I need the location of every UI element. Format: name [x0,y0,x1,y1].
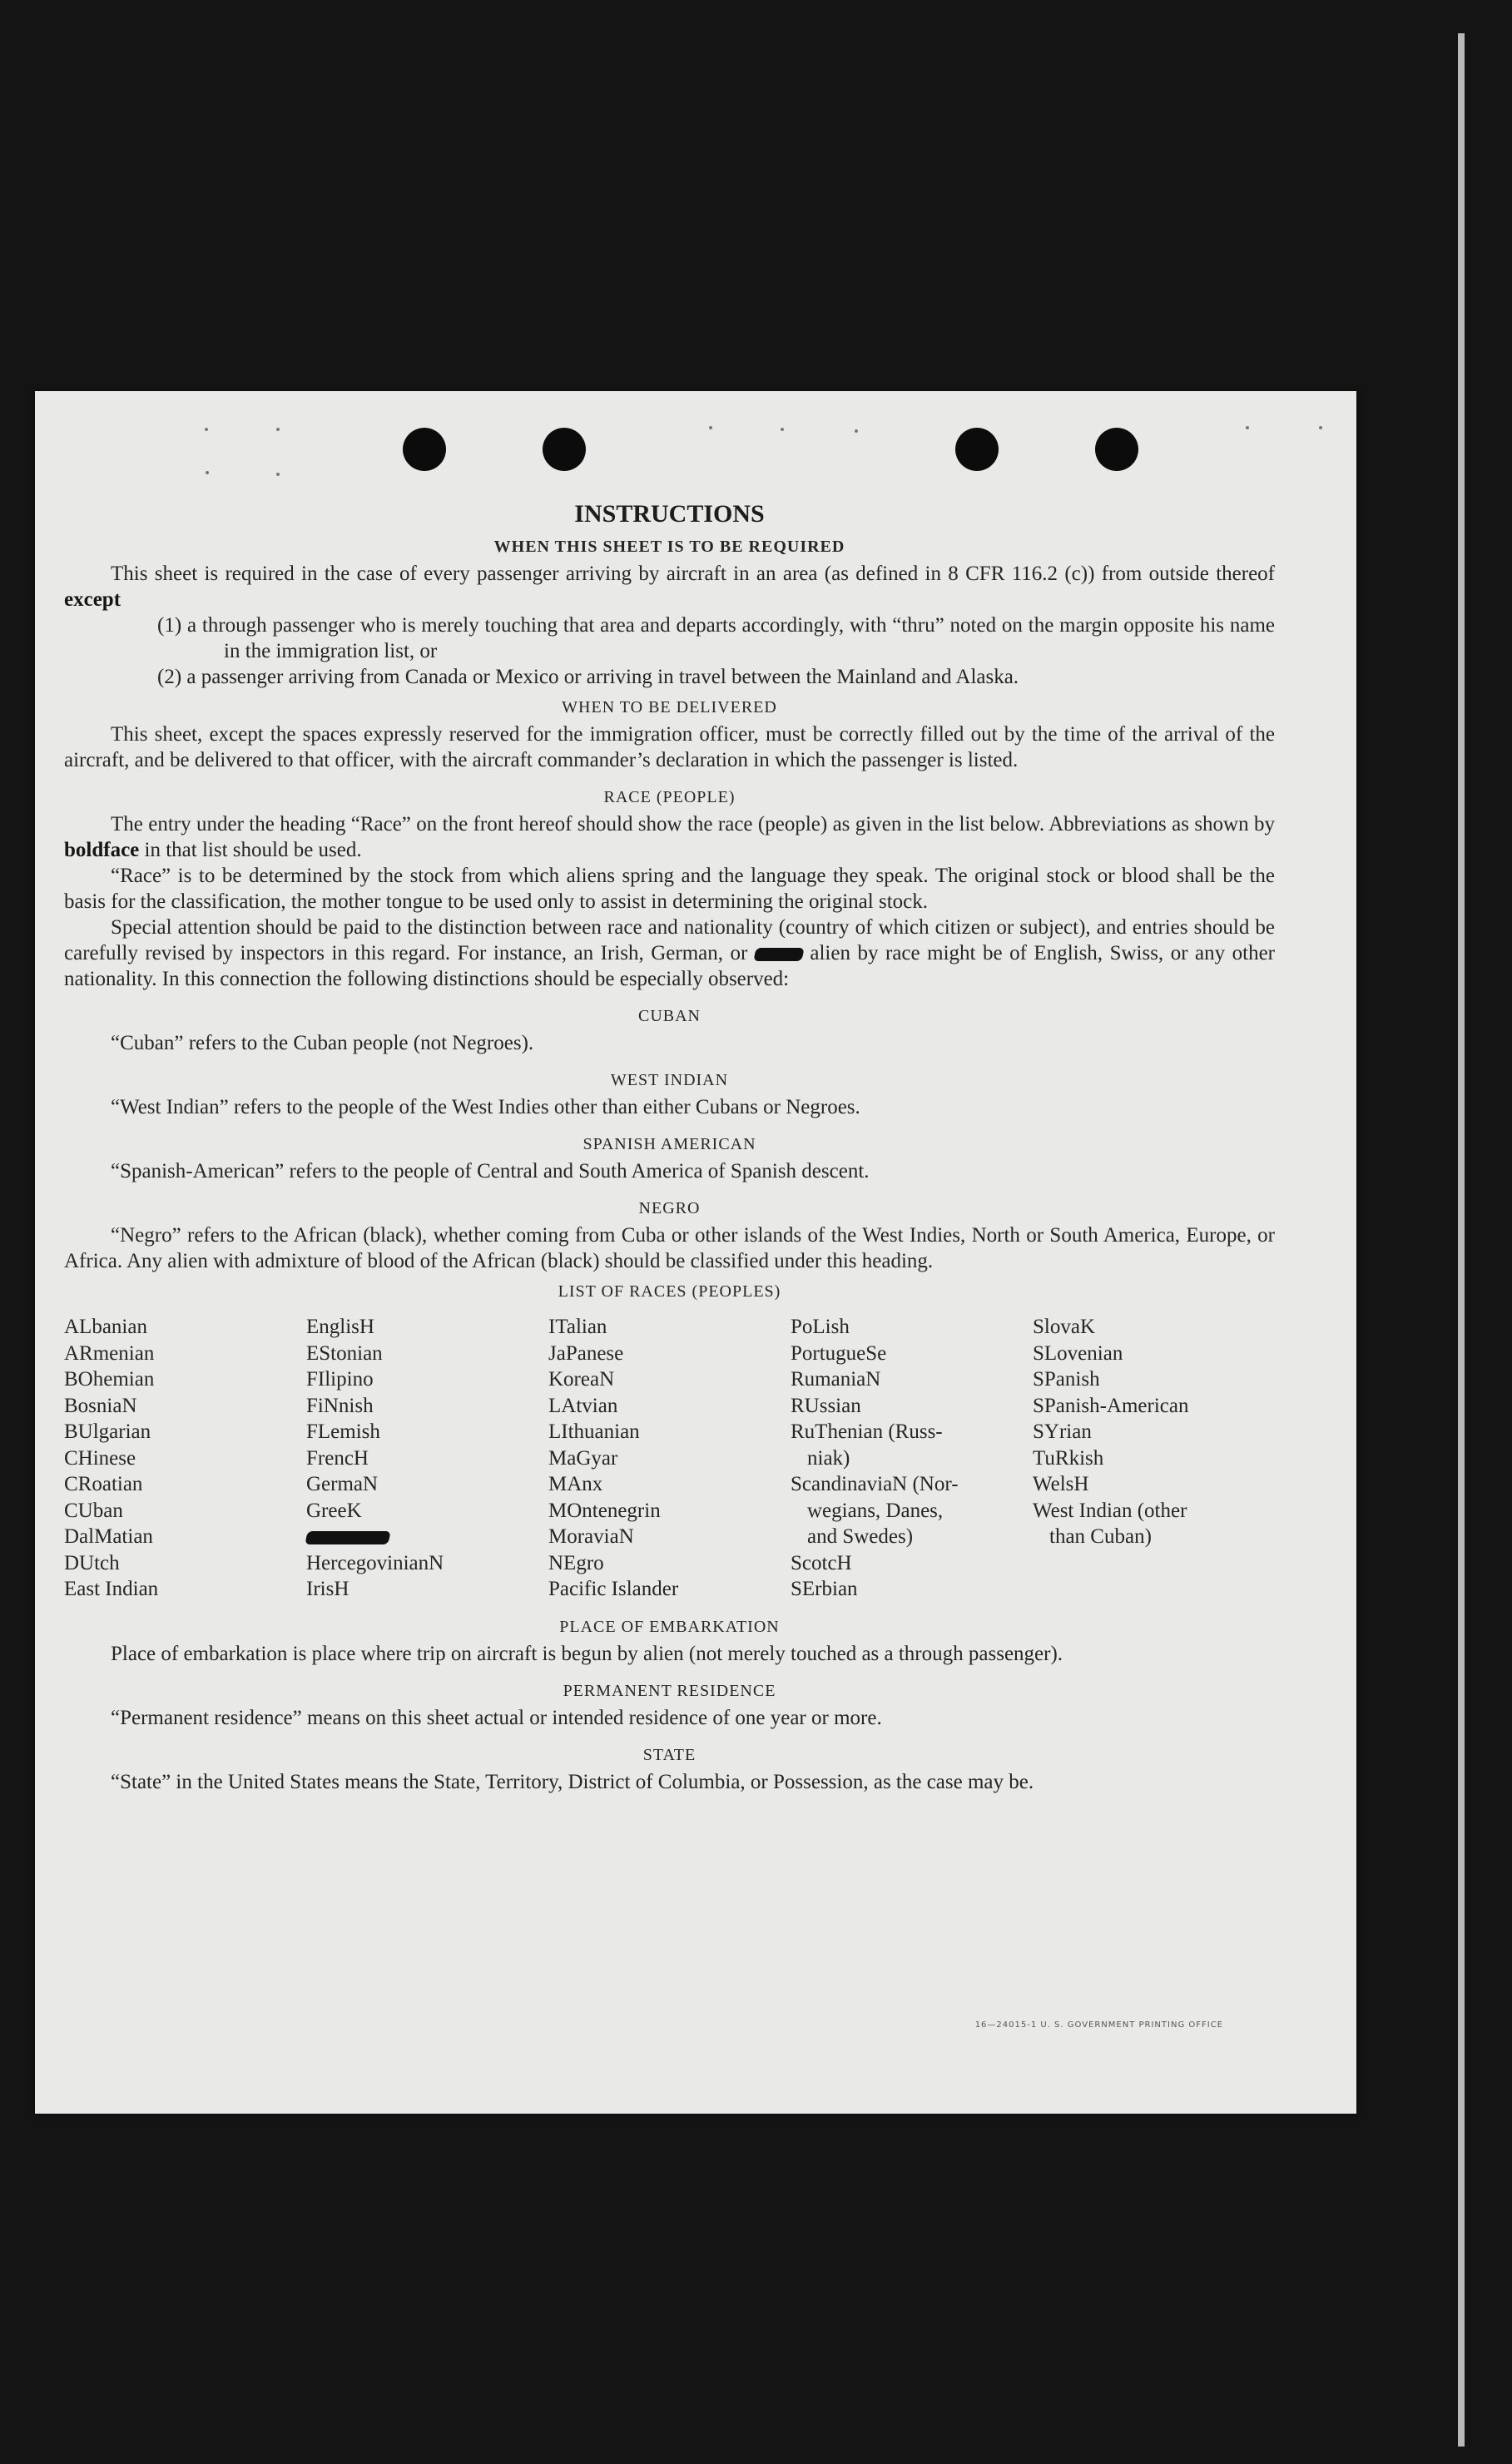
speck [709,426,712,429]
paragraph-place-of-embarkation: Place of embarkation is place where trip on aircraft is begun by alien (not merely touched as a through passenger). [111,1642,1063,1665]
list-item: PortugueSe [791,1341,887,1365]
section-heading-permanent-residence: PERMANENT RESIDENCE [563,1681,776,1700]
list-item: LAtvian [548,1394,618,1417]
speck [1319,426,1322,429]
speck [1246,426,1249,429]
paragraph-cuban: “Cuban” refers to the Cuban people (not Negroes). [111,1032,534,1054]
list-item: ITalian [548,1316,607,1338]
scanner-edge [1458,33,1465,2447]
races-column-3 [548,1314,791,1603]
list-item: FrencH [306,1446,369,1470]
races-column-2 [306,1314,548,1603]
list-item: TuRkish [1033,1446,1104,1470]
paragraph-state: “State” in the United States means the State, Territory, District of Columbia, or Possession, as the case may be. [111,1770,1034,1793]
paragraph-when-required: This sheet is required in the case of every passenger arriving by aircraft in an area (as defined in 8 CFR 116.2 (c)) from outside thereof except [64,563,1275,611]
list-item: GreeK [306,1499,362,1522]
section-heading-place-of-embarkation: PLACE OF EMBARKATION [559,1617,780,1636]
punch-hole-icon [403,428,446,471]
punch-hole-icon [543,428,586,471]
list-item: GermaN [306,1473,379,1495]
speck [205,428,208,431]
instructions-body [64,499,1275,1795]
instruction-sheet [35,391,1356,2114]
list-item: PoLish [791,1316,850,1338]
list-item: BUlgarian [64,1420,151,1443]
paragraph-spanish-american: “Spanish-American” refers to the people of Central and South America of Spanish descent. [111,1160,870,1182]
list-item: FLemish [306,1420,380,1443]
list-item: JaPanese [548,1341,624,1365]
punch-hole-icon [955,428,999,471]
list-item: FIlipino [306,1368,374,1391]
paragraph-race-3: Special attention should be paid to the distinction between race and nationality (country of which citizen or subject), and entries should be carefully revised by inspectors in this regard. For instance, an Irish, German, or alien by race might be of English, Swiss, or any other nationality. In this connection the following distinctions should be especially observed: [64,916,1276,990]
list-item: Pacific Islander [548,1578,679,1600]
paragraph-permanent-residence: “Permanent residence” means on this sheet actual or intended residence of one year or more. [111,1706,882,1729]
list-item: WelsH [1033,1473,1089,1495]
list-item: BOhemian [64,1368,155,1391]
list-item: SErbian [791,1578,858,1600]
section-heading-race: RACE (PEOPLE) [603,788,736,806]
list-item: SPanish [1033,1368,1100,1391]
list-item: ScotcH [791,1551,852,1574]
section-heading-state: STATE [642,1745,697,1764]
list-item: RUssian [791,1394,861,1417]
races-list [64,1314,1275,1603]
section-heading-when-required: WHEN THIS SHEET IS TO BE REQUIRED [493,538,845,556]
paragraph-negro: “Negro” refers to the African (black), whether coming from Cuba or other islands of the West Indies, North or South America, Europe, or Africa. Any alien with admixture of blood of the African (black) should be classified under this heading. [64,1224,1275,1272]
speck [206,471,209,474]
section-heading-when-delivered: WHEN TO BE DELIVERED [562,698,777,716]
list-item: MaGyar [548,1446,618,1470]
list-item: MOntenegrin [548,1499,661,1522]
list-item: DUtch [64,1551,120,1574]
list-item: East Indian [64,1578,159,1600]
list-item-redacted [306,1524,548,1550]
redaction-mark [753,948,804,961]
paragraph-west-indian: “West Indian” refers to the people of the West Indies other than either Cubans or Negroes. [111,1096,860,1118]
punch-hole-icon [1095,428,1138,471]
exception-item-2: (2) a passenger arriving from Canada or Mexico or arriving in travel between the Mainland and Alaska. [157,666,1019,688]
paragraph-when-delivered: This sheet, except the spaces expressly reserved for the immigration officer, must be correctly filled out by the time of the arrival of the aircraft, and be delivered to that officer, with the aircraft commander’s declaration in which the passenger is listed. [64,723,1275,771]
exception-item-1: (1) a through passenger who is merely touching that area and departs accordingly, with “thru” noted on the margin opposite his name in the immigration list, or [157,614,1275,662]
list-item: MAnx [548,1473,603,1495]
list-item: and Swedes) [807,1525,914,1548]
paragraph-race-2: “Race” is to be determined by the stock from which aliens spring and the language they speak. The original stock or blood shall be the basis for the classification, the mother tongue to be used only to assist in determining the original stock. [64,865,1275,913]
races-column-4 [791,1314,1033,1603]
list-item: MoraviaN [548,1525,634,1548]
list-item: NEgro [548,1551,604,1574]
races-column-1 [64,1314,306,1603]
list-item: BosniaN [64,1394,137,1417]
section-heading-west-indian: WEST INDIAN [610,1071,729,1089]
list-item: RumaniaN [791,1368,881,1391]
list-item: ScandinaviaN (Nor- [791,1473,959,1495]
printing-office-code: 16—24015-1 U. S. GOVERNMENT PRINTING OFFICE [974,2020,1223,2030]
list-item: EStonian [306,1341,383,1365]
list-item: ARmenian [64,1341,155,1365]
races-column-5 [1033,1314,1275,1603]
list-item: wegians, Danes, [807,1499,944,1522]
paragraph-race-1: The entry under the heading “Race” on the front hereof should show the race (people) as given in the list below. Abbreviations as shown by boldface in that list should be used. [64,813,1275,861]
list-item: EnglisH [306,1316,374,1338]
list-item: than Cuban) [1049,1525,1152,1548]
page-title: INSTRUCTIONS [574,500,765,528]
list-item: RuThenian (Russ- [791,1420,943,1443]
list-item: ALbanian [64,1316,147,1338]
redaction-mark [305,1531,390,1544]
list-item: LIthuanian [548,1420,640,1443]
speck [276,428,280,431]
list-item: niak) [807,1446,850,1470]
list-item: CRoatian [64,1473,143,1495]
list-item: HercegovinianN [306,1551,444,1574]
speck [781,428,784,431]
list-item: IrisH [306,1578,349,1600]
list-item: West Indian (other [1033,1499,1187,1522]
speck [276,473,280,476]
list-item: SLovenian [1033,1341,1123,1365]
speck [855,429,858,433]
list-item: SYrian [1033,1420,1092,1443]
section-heading-negro: NEGRO [638,1199,701,1217]
list-item: CUban [64,1499,123,1522]
list-item: DalMatian [64,1525,153,1548]
list-item: KoreaN [548,1368,615,1391]
section-heading-spanish-american: SPANISH AMERICAN [582,1135,756,1153]
list-item: SPanish-American [1033,1394,1189,1417]
list-item: CHinese [64,1446,136,1470]
list-item: SlovaK [1033,1316,1095,1338]
list-item: FiNnish [306,1394,374,1417]
section-heading-list-of-races: LIST OF RACES (PEOPLES) [558,1282,781,1301]
section-heading-cuban: CUBAN [637,1007,701,1025]
